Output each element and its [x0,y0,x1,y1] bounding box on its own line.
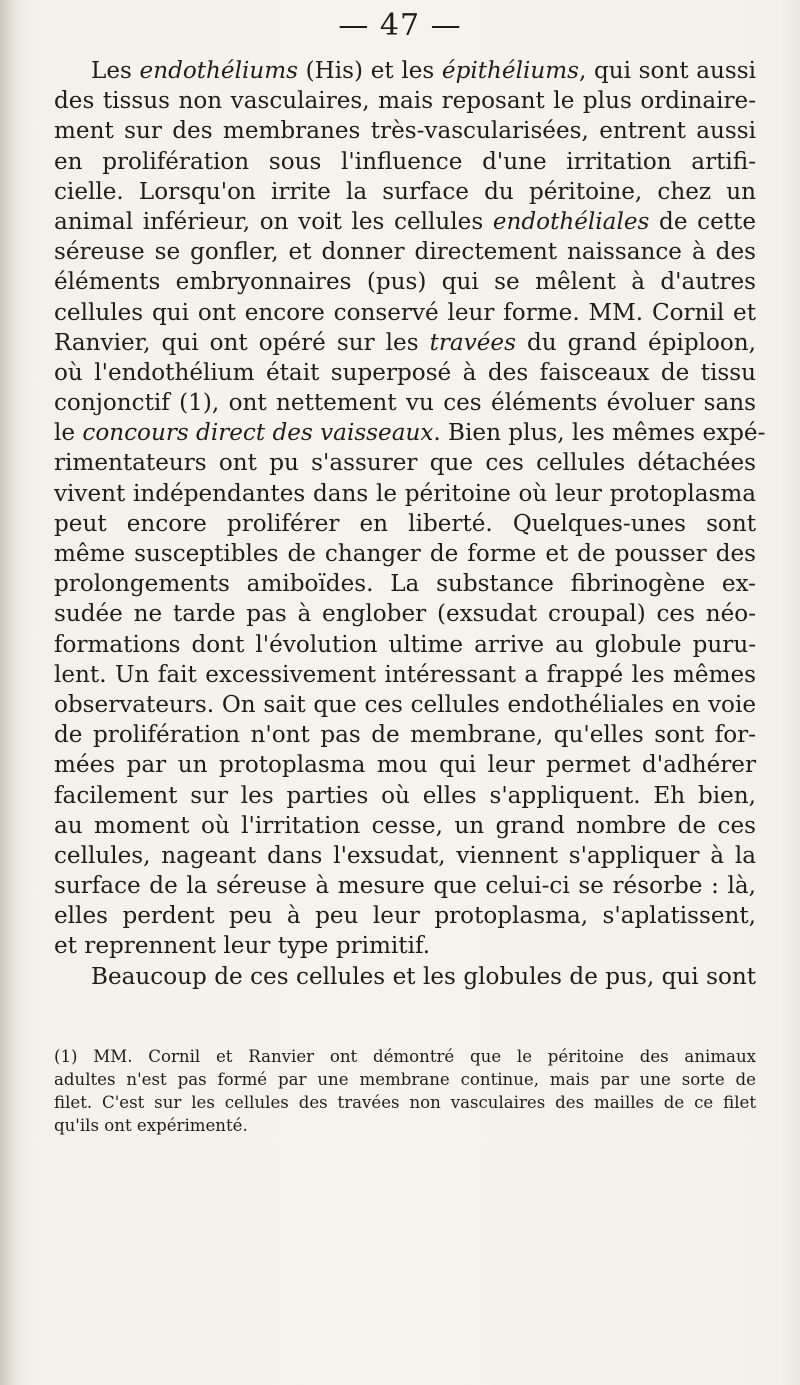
text-line [54,86,756,116]
text-line [54,811,756,841]
text-run: du grand épiploon, [515,329,757,356]
italic-text: endothéliums [139,58,298,84]
text-line [54,56,756,86]
text-line [54,388,756,418]
footnote-line: filet. C'est sur les cellules des travées non vasculaires des mailles de ce filet [54,1093,756,1112]
text-run: séreuse se gonfler, et donner directement naissance à des [54,239,756,266]
italic-text: endothéliales [492,208,650,235]
text-line [54,569,756,599]
text-line [54,116,756,146]
text-run: rimentateurs ont pu s'assurer que ces cellules détachées [54,450,756,477]
text-run: surface de la séreuse à mesure que celui-ci se résorbe : là, [54,873,756,900]
footnote-block [54,1045,756,1137]
text-run: Beaucoup de ces cellules et les globules de pus, qui sont [91,963,756,990]
italic-text: épithéliums [441,58,579,84]
text-line [54,660,756,690]
text-line [54,418,766,448]
text-run: Ranvier, qui ont opéré sur les [54,329,430,356]
text-run: Les [91,58,140,84]
text-line [54,177,756,207]
text-line [54,509,756,539]
text-line [54,147,756,177]
text-run: cellules, nageant dans l'exsudat, viennent s'appliquer à la [54,842,756,869]
text-run: cellules qui ont encore conservé leur forme. MM. Cornil et [54,299,756,326]
text-run: et reprennent leur type primitif. [54,933,431,960]
text-run: sudée ne tarde pas à englober (exsudat croupal) ces néo- [54,601,756,628]
text-line [54,298,756,328]
text-run: en prolifération sous l'influence d'une irritation artifi- [54,148,756,175]
text-run: éléments embryonnaires (pus) qui se mêlent à d'autres [54,269,756,296]
text-line [54,358,756,388]
text-line [54,539,756,569]
text-line [54,237,756,267]
text-line [54,720,756,750]
text-run: des tissus non vasculaires, mais reposant le plus ordinaire- [54,88,756,115]
text-line [54,781,756,811]
text-run: peut encore proliférer en liberté. Quelques-unes sont [54,510,756,537]
text-line [54,901,756,931]
text-line [54,207,756,237]
text-line [54,630,756,660]
text-run: ment sur des membranes très-vascularisées, entrent aussi [54,118,756,145]
text-line [54,841,756,871]
text-run: où l'endothélium était superposé à des faisceaux de tissu [54,359,756,386]
text-run: prolongements amiboïdes. La substance fibrinogène ex- [54,571,756,598]
text-run: cielle. Lorsqu'on irrite la surface du péritoine, chez un [54,178,756,205]
text-run: , qui sont aussi [578,58,756,84]
text-run: même susceptibles de changer de forme et de pousser des [54,541,756,567]
text-line [54,750,756,780]
text-run: (His) et les [297,58,442,84]
text-line [54,690,756,720]
text-run: conjonctif (1), ont nettement vu ces éléments évoluer sans [54,390,756,417]
text-line [54,328,756,358]
text-run: le [54,420,83,447]
text-line [54,599,756,629]
footnote-line: qu'ils ont expérimenté. [54,1116,248,1135]
text-run: . Bien plus, les mêmes expé- [433,420,766,447]
text-line [54,267,756,297]
text-run: mées par un protoplasma mou qui leur permet d'adhérer [54,752,756,779]
text-line [54,448,756,478]
text-line [54,962,756,992]
italic-text: travées [429,329,516,356]
text-run: lent. Un fait excessivement intéressant a frappé les mêmes [54,661,756,688]
page-number: — 47 — [338,8,462,43]
text-run: animal inférieur, on voit les cellules [54,208,493,235]
text-line [54,479,756,509]
main-text-block [54,56,766,992]
page-binding-shadow [0,0,18,1385]
text-run: de cette [649,208,756,235]
footnote-line: (1) MM. Cornil et Ranvier ont démontré que le péritoine des animaux [54,1047,756,1066]
text-run: elles perdent peu à peu leur protoplasma, s'aplatissent, [54,903,756,930]
text-run: au moment où l'irritation cesse, un grand nombre de ces [54,812,756,839]
italic-text: concours direct des vaisseaux [82,420,434,447]
text-run: facilement sur les parties où elles s'appliquent. Eh bien, [54,782,756,809]
text-line [54,931,756,961]
text-run: formations dont l'évolution ultime arrive au globule puru- [54,631,756,658]
text-run: de prolifération n'ont pas de membrane, qu'elles sont for- [54,722,756,749]
text-run: observateurs. On sait que ces cellules endothéliales en voie [54,691,756,718]
text-run: vivent indépendantes dans le péritoine où leur protoplasma [54,480,756,507]
footnote-line: adultes n'est pas formé par une membrane continue, mais par une sorte de [54,1070,756,1089]
text-line [54,871,756,901]
